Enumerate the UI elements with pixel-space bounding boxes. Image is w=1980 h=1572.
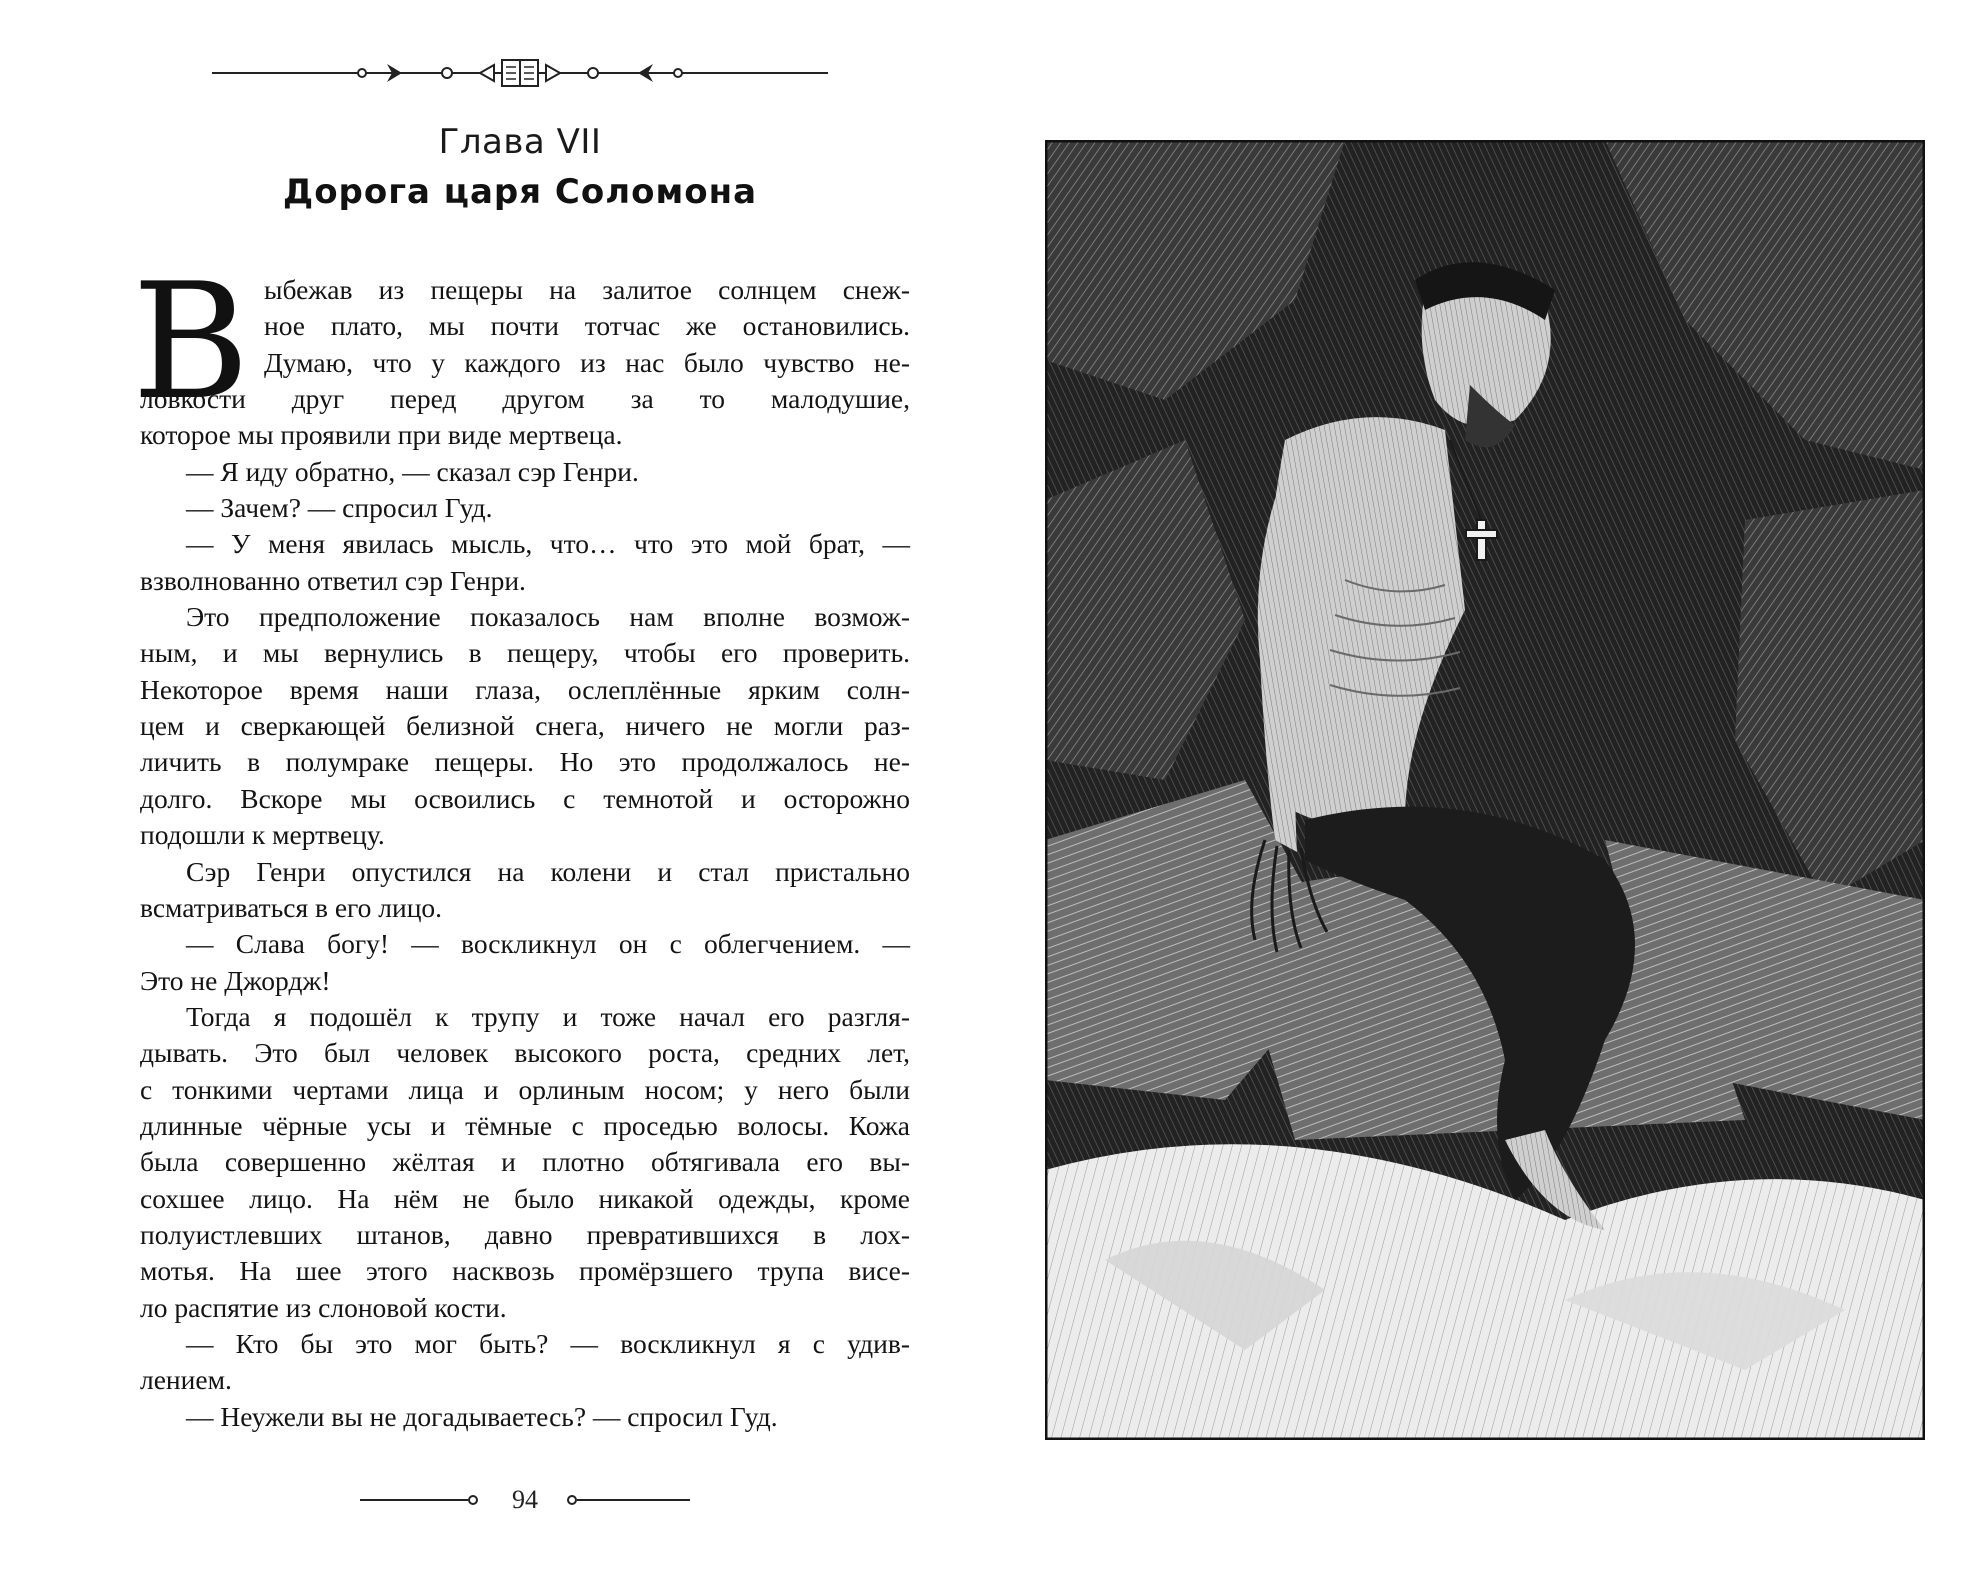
text-line: — Слава богу! — воскликнул он с облегчением. — — [186, 928, 910, 960]
chapter-title: Дорога царя Соломона — [282, 172, 758, 212]
text-line: Некоторое время наши глаза, ослеплённые ярким солн- — [140, 673, 910, 705]
text-line: которое мы проявили при виде мертвеца. — [140, 419, 623, 451]
text-line: подошли к мертвецу. — [140, 819, 385, 851]
text-line: дывать. Это был человек высокого роста, средних лет, — [140, 1037, 910, 1069]
right-page — [990, 0, 1980, 1572]
text-line: полуистлевших штанов, давно превратившихся в лох- — [140, 1218, 910, 1250]
text-line: была совершенно жёлтая и плотно обтягивала его вы- — [140, 1146, 910, 1178]
text-line: Это предположение показалось нам вполне возмож- — [186, 601, 910, 633]
folio — [360, 1482, 690, 1518]
text-line: взволнованно ответил сэр Генри. — [140, 564, 526, 596]
text-line: ыбежав из пещеры на залитое солнцем снеж- — [264, 274, 910, 305]
text-line: Это не Джордж! — [140, 964, 331, 996]
text-line: всматриваться в его лицо. — [140, 891, 443, 923]
text-line: — Кто бы это мог быть? — воскликнул я с удив- — [186, 1327, 910, 1359]
text-line: — Неужели вы не догадываетесь? — спросил Гуд. — [186, 1400, 778, 1432]
text-line: сохшее лицо. На нём не было никакой одежды, кроме — [140, 1182, 910, 1214]
text-line: личить в полумраке пещеры. Но это продолжалось не- — [140, 746, 910, 778]
text-line: ловкости друг перед другом за то малодушие, — [140, 383, 910, 415]
text-line: ное плато, мы почти тотчас же остановились. — [264, 310, 910, 342]
text-line: цем и сверкающей белизной снега, ничего не могли раз- — [140, 710, 910, 742]
text-line: — Я иду обратно, — сказал сэр Генри. — [186, 455, 639, 487]
header-ornament — [212, 52, 828, 94]
text-line: — Зачем? — спросил Гуд. — [186, 492, 493, 524]
chapter-number: Глава VII — [438, 122, 602, 162]
page-number: 94 — [512, 1485, 538, 1514]
text-line: длинные чёрные усы и тёмные с проседью волосы. Кожа — [140, 1109, 910, 1141]
text-line: ным, и мы вернулись в пещеру, чтобы его проверить. — [140, 637, 910, 669]
engraving-illustration — [1045, 140, 1925, 1440]
text-line: мотья. На шее этого насквозь промёрзшего трупа висе- — [140, 1255, 910, 1287]
text-line: ло распятие из слоновой кости. — [140, 1291, 507, 1323]
text-line: — У меня явилась мысль, что… что это мой брат, — — [186, 528, 910, 560]
text-line: с тонкими чертами лица и орлиным носом; у него были — [140, 1073, 910, 1105]
text-line: лением. — [140, 1364, 232, 1396]
text-line: долго. Вскоре мы освоились с темнотой и осторожно — [140, 782, 910, 814]
body-text — [140, 272, 910, 1435]
text-line: Тогда я подошёл к трупу и тоже начал его разгля- — [186, 1000, 910, 1032]
text-line: Думаю, что у каждого из нас было чувство не- — [264, 346, 910, 378]
text-line: Сэр Генри опустился на колени и стал пристально — [186, 855, 910, 887]
drop-cap: В — [132, 248, 250, 435]
